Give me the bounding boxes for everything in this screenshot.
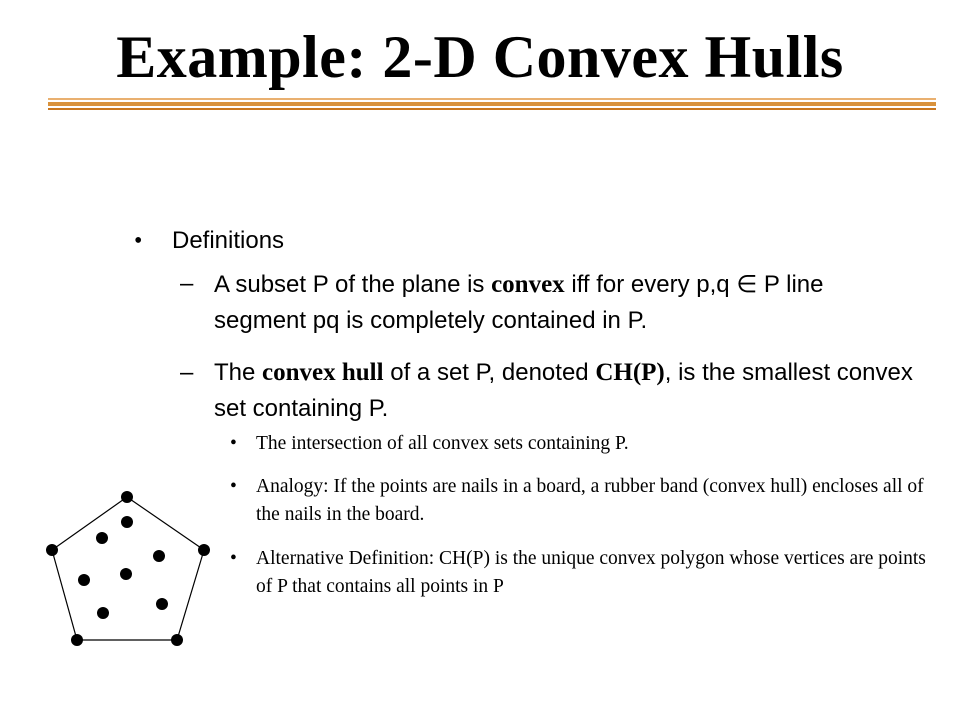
point xyxy=(121,491,133,503)
dash-marker: – xyxy=(180,270,194,297)
point xyxy=(198,544,210,556)
point xyxy=(96,532,108,544)
point xyxy=(156,598,168,610)
def-text: P line segment pq is completely contained in P. xyxy=(214,271,824,334)
term-chp: CH(P) xyxy=(595,359,665,386)
element-of-symbol: ∈ xyxy=(736,270,758,298)
dash-marker: – xyxy=(180,359,194,386)
point xyxy=(46,544,58,556)
sub-bullet-text: Analogy: If the points are nails in a board, a rubber band (convex hull) encloses all of the nails in the board. xyxy=(256,476,924,525)
def-text: The xyxy=(214,359,263,386)
def-text: , is the smallest convex set containing P. xyxy=(214,359,913,422)
bullet-marker: • xyxy=(230,433,237,454)
point xyxy=(153,550,165,562)
point xyxy=(71,634,83,646)
point xyxy=(97,607,109,619)
point xyxy=(171,634,183,646)
def-text: of a set P, denoted xyxy=(383,359,596,386)
term-convex: convex xyxy=(491,271,565,298)
def-text: iff for every p,q xyxy=(564,271,737,298)
sub-bullet-text: Alternative Definition: CH(P) is the unique convex polygon whose vertices are points of P that contains all points in P xyxy=(256,548,926,597)
sub-bullet-text: The intersection of all convex sets containing P. xyxy=(256,433,629,454)
bullet-marker: • xyxy=(230,476,237,497)
bullet-marker: • xyxy=(134,228,143,254)
hull-points xyxy=(46,491,210,646)
bullet-marker: • xyxy=(230,548,237,569)
bullet-definitions-text: Definitions xyxy=(172,227,285,254)
point xyxy=(78,574,90,586)
slide-title: Example: 2-D Convex Hulls xyxy=(116,24,844,90)
term-convex-hull: convex hull xyxy=(262,359,384,386)
def-text: A subset P of the plane is xyxy=(214,271,492,298)
point xyxy=(121,516,133,528)
point xyxy=(120,568,132,580)
